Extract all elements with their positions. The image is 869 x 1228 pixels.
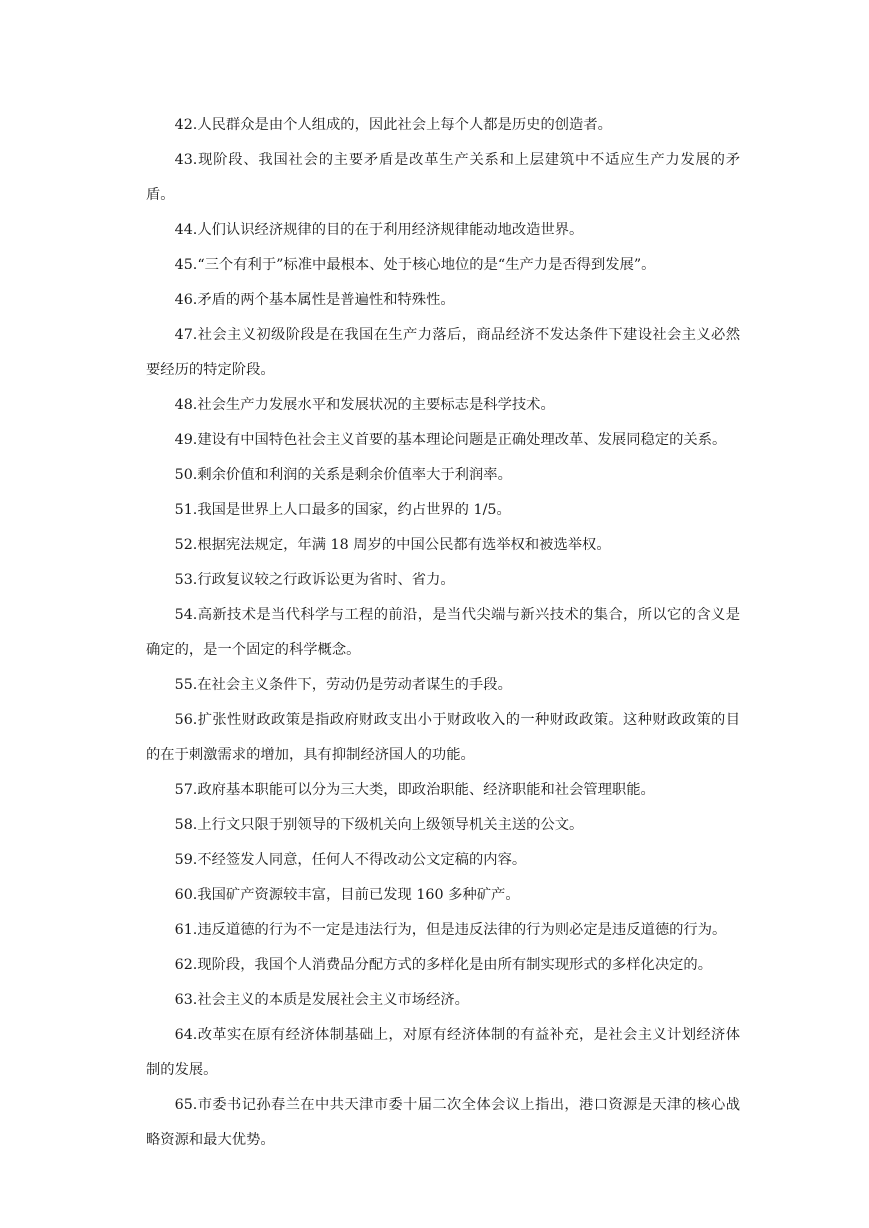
statement-46: 46.矛盾的两个基本属性是普遍性和特殊性。: [174, 292, 455, 308]
statement-50: 50.剩余价值和利润的关系是剩余价值率大于利润率。: [174, 467, 512, 483]
statement-62: 62.现阶段，我国个人消费品分配方式的多样化是由所有制实现形式的多样化决定的。: [174, 957, 713, 973]
statement-65: 65.市委书记孙春兰在中共天津市委十届二次全体会议上指出，港口资源是天津的核心战略资源和最大优势。: [146, 1097, 740, 1148]
statement-54: 54.高新技术是当代科学与工程的前沿，是当代尖端与新兴技术的集合，所以它的含义是确定的，是一个固定的科学概念。: [146, 607, 740, 658]
statement-56: 56.扩张性财政政策是指政府财政支出小于财政收入的一种财政政策。这种财政政策的目的在于刺激需求的增加，具有抑制经济国人的功能。: [146, 712, 740, 763]
statement-47: 47.社会主义初级阶段是在我国在生产力落后，商品经济不发达条件下建设社会主义必然要经历的特定阶段。: [146, 327, 740, 378]
statement-51: 51.我国是世界上人口最多的国家，约占世界的 1/5。: [174, 502, 511, 518]
statement-list: [146, 108, 740, 1158]
statement-55: 55.在社会主义条件下，劳动仍是劳动者谋生的手段。: [174, 677, 512, 693]
statement-64: 64.改革实在原有经济体制基础上，对原有经济体制的有益补充，是社会主义计划经济体制的发展。: [146, 1027, 740, 1078]
statement-48: 48.社会生产力发展水平和发展状况的主要标志是科学技术。: [174, 397, 555, 413]
statement-63: 63.社会主义的本质是发展社会主义市场经济。: [174, 992, 469, 1008]
statement-43: 43.现阶段、我国社会的主要矛盾是改革生产关系和上层建筑中不适应生产力发展的矛盾。: [146, 152, 740, 203]
statement-58: 58.上行文只限于别领导的下级机关向上级领导机关主送的公文。: [174, 817, 584, 833]
statement-42: 42.人民群众是由个人组成的，因此社会上每个人都是历史的创造者。: [174, 117, 612, 133]
statement-60: 60.我国矿产资源较丰富，目前已发现 160 多种矿产。: [174, 887, 520, 903]
statement-49: 49.建设有中国特色社会主义首要的基本理论问题是正确处理改革、发展同稳定的关系。: [174, 432, 727, 448]
statement-44: 44.人们认识经济规律的目的在于利用经济规律能动地改造世界。: [174, 222, 584, 238]
statement-59: 59.不经签发人同意，任何人不得改动公文定稿的内容。: [174, 852, 527, 868]
statement-53: 53.行政复议较之行政诉讼更为省时、省力。: [174, 572, 455, 588]
statement-57: 57.政府基本职能可以分为三大类，即政治职能、经济职能和社会管理职能。: [174, 782, 655, 798]
statement-61: 61.违反道德的行为不一定是违法行为，但是违反法律的行为则必定是违反道德的行为。: [174, 922, 727, 938]
statement-52: 52.根据宪法规定，年满 18 周岁的中国公民都有选举权和被选举权。: [174, 537, 611, 553]
statement-45: 45.“三个有利于”标准中最根本、处于核心地位的是“生产力是否得到发展”。: [174, 257, 656, 273]
